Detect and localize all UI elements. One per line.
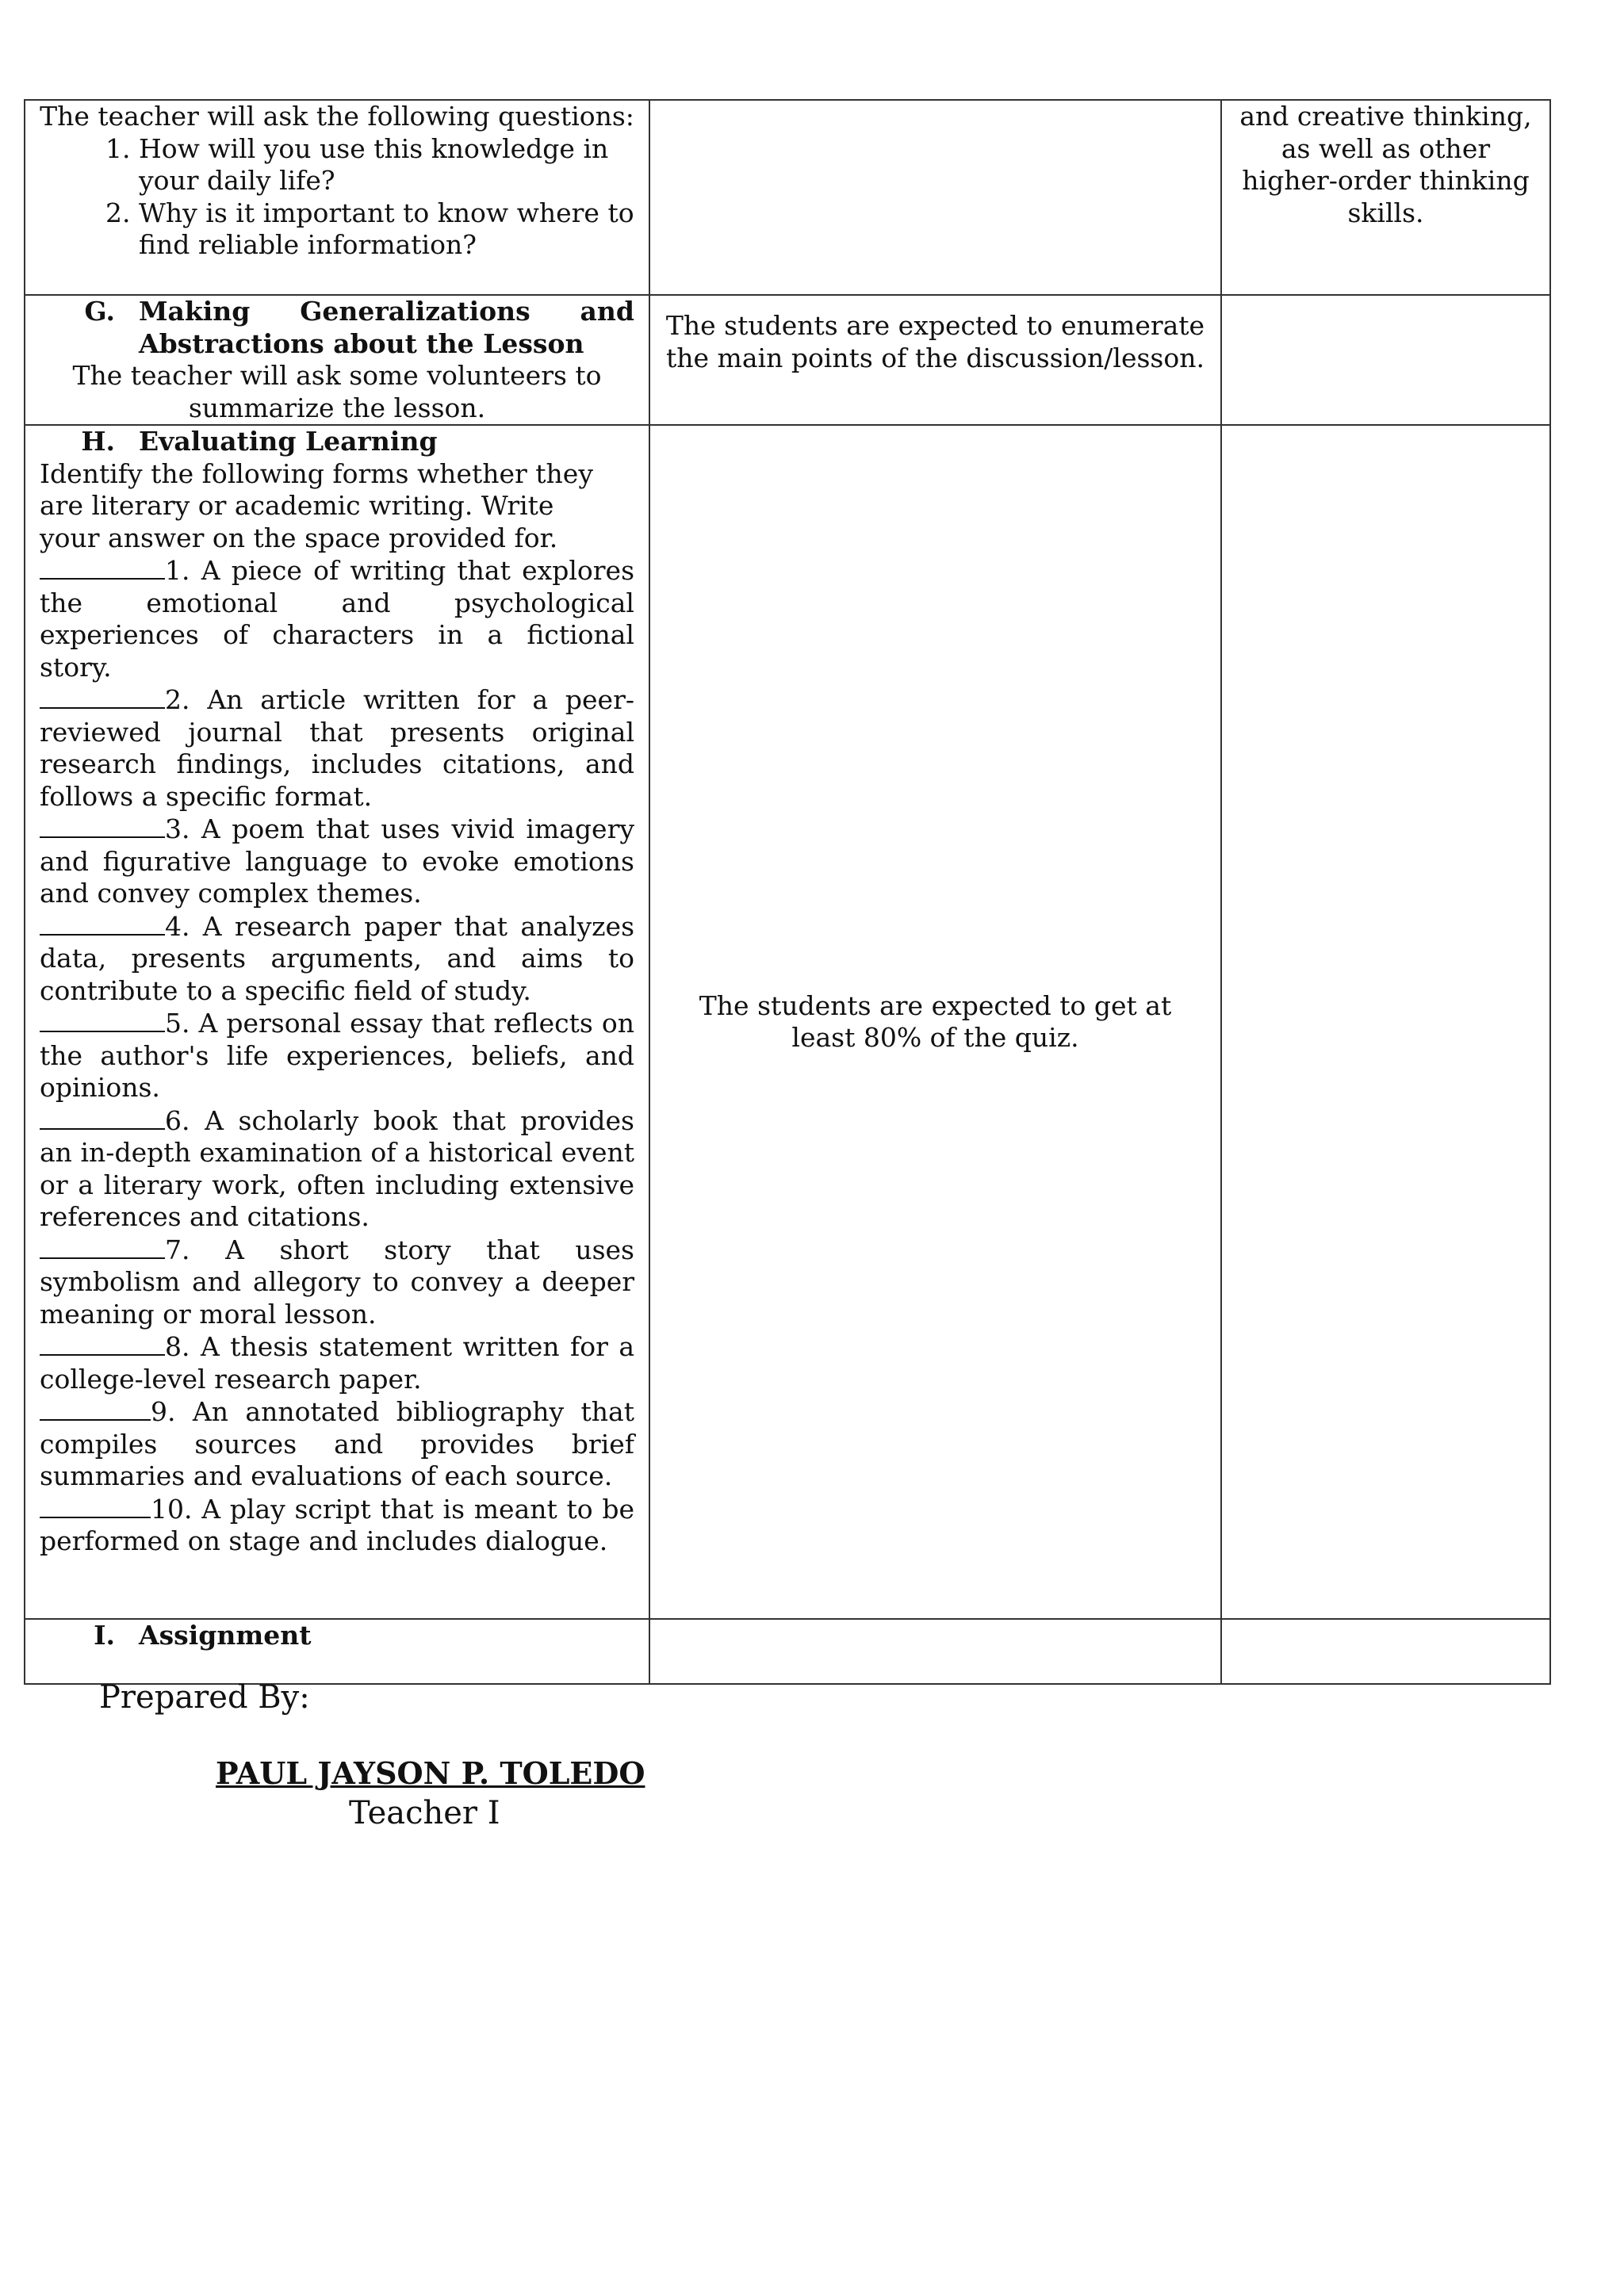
answer-blank: [40, 1007, 165, 1032]
row2-remarks-cell: [1221, 295, 1550, 425]
row1-remarks-cell: [1221, 100, 1550, 295]
answer-blank: [40, 910, 165, 936]
section-letter: G.: [84, 296, 115, 327]
row3-remarks-cell: [1221, 425, 1550, 1619]
section-title: Making Generalizations and Abstractions about the Lesson: [139, 296, 634, 359]
table-row: [25, 425, 1550, 1619]
quiz-item: 5. A personal essay that reflects on the author's life experiences, beliefs, and opinions.: [40, 1008, 634, 1103]
row4-response-cell: [649, 1619, 1221, 1684]
quiz-item: 3. A poem that uses vivid imagery and figurative language to evoke emotions and convey complex themes.: [40, 813, 634, 909]
quiz-instructions: Identify the following forms whether they are literary or academic writing. Write your answer on the space provided for.: [40, 457, 593, 553]
row2-activity-cell: [25, 295, 649, 425]
quiz-item: 2. An article written for a peer-reviewed journal that presents original research findings, includes citations, and follows a specific format.: [40, 684, 634, 812]
row1-activity-cell: [25, 100, 649, 295]
answer-blank: [40, 683, 165, 709]
answer-blank: [40, 813, 165, 838]
answer-blank: [40, 1234, 165, 1259]
lesson-plan-table: [24, 99, 1551, 1685]
row2-body: The teacher will ask some volunteers to summarize the lesson.: [72, 360, 602, 423]
row1-response-cell: [649, 100, 1221, 295]
row1-remarks-text: and creative thinking, as well as other higher-order thinking skills.: [1239, 101, 1532, 228]
question-item: 1. How will you use this knowledge in your daily life?: [139, 133, 634, 197]
table-row: [25, 295, 1550, 425]
section-title: Evaluating Learning: [139, 426, 438, 457]
answer-blank: [40, 1493, 151, 1518]
answer-blank: [40, 1104, 165, 1130]
prepared-by-label: Prepared By:: [99, 1679, 310, 1716]
section-title: Assignment: [139, 1620, 312, 1651]
quiz-item: 1. A piece of writing that explores the emotional and psychological experiences of characters in a fictional story.: [40, 555, 634, 683]
quiz-item: 4. A research paper that analyzes data, presents arguments, and aims to contribute to a specific field of study.: [40, 910, 634, 1006]
quiz-item: 10. A play script that is meant to be performed on stage and includes dialogue.: [40, 1493, 634, 1556]
row1-intro: The teacher will ask the following questions:: [40, 101, 634, 132]
row3-response-text: The students are expected to get at least 80% of the quiz.: [699, 989, 1172, 1053]
table-row: [25, 100, 1550, 295]
quiz-item: 7. A short story that uses symbolism and allegory to convey a deeper meaning or moral lesson.: [40, 1234, 634, 1330]
question-item: 2. Why is it important to know where to find reliable information?: [139, 197, 634, 262]
row4-remarks-cell: [1221, 1619, 1550, 1684]
answer-blank: [40, 554, 165, 580]
row4-activity-cell: [25, 1619, 649, 1684]
answer-blank: [40, 1395, 151, 1421]
row3-activity-cell: [25, 425, 649, 1619]
row3-response-cell: [649, 425, 1221, 1619]
section-h-heading: [40, 426, 634, 458]
table-row: [25, 1619, 1550, 1684]
row2-response-cell: [649, 295, 1221, 425]
section-g-heading: [40, 296, 634, 360]
signer-role: Teacher I: [349, 1795, 500, 1831]
quiz-item: 6. A scholarly book that provides an in-depth examination of a historical event or a literary work, often including extensive references and citations.: [40, 1104, 634, 1232]
answer-blank: [40, 1330, 165, 1356]
section-i-heading: [40, 1620, 634, 1652]
row2-response-text: The students are expected to enumerate the main points of the discussion/lesson.: [665, 310, 1205, 373]
section-letter: H.: [81, 426, 115, 457]
question-list: [40, 133, 634, 262]
quiz-item: 9. An annotated bibliography that compiles sources and provides brief summaries and evaluations of each source.: [40, 1396, 634, 1491]
quiz-item: 8. A thesis statement written for a college-level research paper.: [40, 1331, 634, 1395]
signer-name: PAUL JAYSON P. TOLEDO: [216, 1755, 645, 1791]
section-letter: I.: [94, 1620, 115, 1651]
